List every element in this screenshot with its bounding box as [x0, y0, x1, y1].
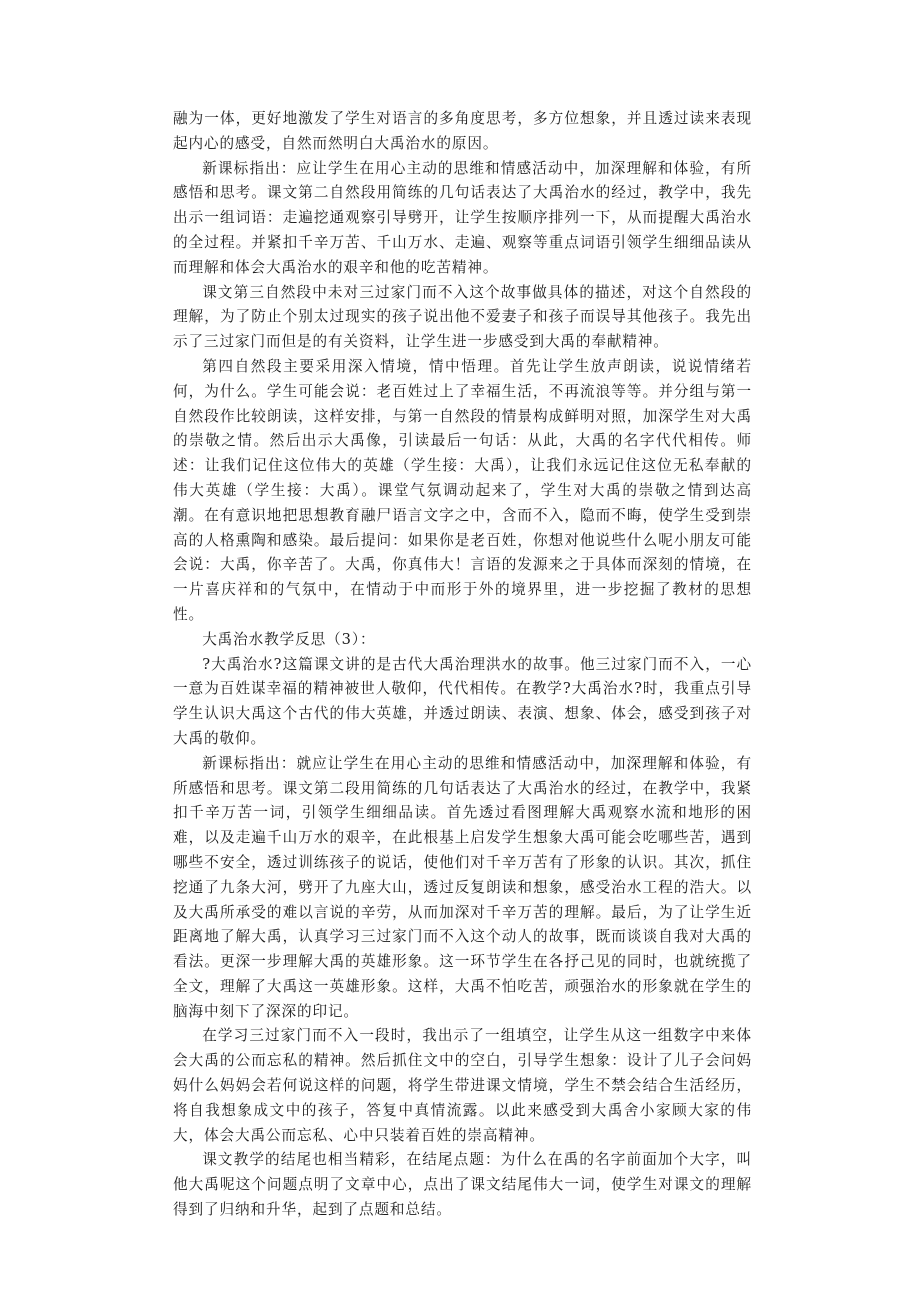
section-heading: 大禹治水教学反思（3）：: [202, 630, 376, 648]
paragraph: 第四自然段主要采用深入情境，情中悟理。首先让学生放声朗读，说说情绪若何，为什么。学生可能会说：老百姓过上了幸福生活，不再流浪等等。并分组与第一自然段作比较朗读，这样安排，与第一自然段的情景构成鲜明对照，加深学生对大禹的崇敬之情。然后出示大禹像，引读最后一句话：从此，大禹的名字代代相传。师述：让我们记住这位伟大的英雄（学生接：大禹），让我们永远记住这位无私奉献的伟大英雄（学生接：大禹）。课堂气氛调动起来了，学生对大禹的崇敬之情到达高潮。在有意识地把思想教育融尸语言文字之中，含而不入，隐而不晦，使学生受到崇高的人格熏陶和感染。最后提问：如果你是老百姓，你想对他说些什么呢小朋友可能会说：大禹，你辛苦了。大禹，你真伟大！言语的发源来之于具体而深刻的情境，在一片喜庆祥和的气氛中，在情动于中而形于外的境界里，进一步挖掘了教材的思想性。: [173, 357, 752, 623]
paragraph: 新课标指出：应让学生在用心主动的思维和情感活动中，加深理解和体验，有所感悟和思考。课文第二自然段用简练的几句话表达了大禹治水的经过，教学中，我先出示一组词语：走遍挖通观察引导劈开，让学生按顺序排列一下，从而提醒大禹治水的全过程。并紧扣千辛万苦、千山万水、走遍、观察等重点词语引领学生细细品读从而理解和体会大禹治水的艰辛和他的吃苦精神。: [173, 159, 752, 276]
paragraph: ?大禹治水?这篇课文讲的是古代大禹治理洪水的故事。他三过家门而不入，一心一意为百姓谋幸福的精神被世人敬仰，代代相传。在教学?大禹治水?时，我重点引导学生认识大禹这个古代的伟大英雄，并透过朗读、表演、想象、体会，感受到孩子对大禹的敬仰。: [173, 655, 752, 747]
paragraph: 课文教学的结尾也相当精彩，在结尾点题：为什么在禹的名字前面加个大字，叫他大禹呢这个问题点明了文章中心，点出了课文结尾伟大一词，使学生对课文的理解得到了归纳和升华，起到了点题和总结。: [173, 1151, 752, 1219]
paragraph: 在学习三过家门而不入一段时，我出示了一组填空，让学生从这一组数字中来体会大禹的公而忘私的精神。然后抓住文中的空白，引导学生想象：设计了儿子会问妈妈什么妈妈会若何说这样的问题，将学生带进课文情境，学生不禁会结合生活经历，将自我想象成文中的孩子，答复中真情流露。以此来感受到大禹舍小家顾大家的伟大，体会大禹公而忘私、心中只装着百姓的崇高精神。: [173, 1027, 752, 1144]
paragraph: 课文第三自然段中未对三过家门而不入这个故事做具体的描述，对这个自然段的理解，为了防止个别太过现实的孩子说出他不爱妻子和孩子而误导其他孩子。我先出示了三过家门而但是的有关资料，让学生进一步感受到大禹的奉献精神。: [173, 283, 752, 351]
paragraph-continuation: 融为一体，更好地激发了学生对语言的多角度思考，多方位想象，并且透过读来表现起内心的感受，自然而然明白大禹治水的原因。: [173, 110, 752, 152]
paragraph: 新课标指出：就应让学生在用心主动的思维和情感活动中，加深理解和体验，有所感悟和思考。课文第二段用简练的几句话表达了大禹治水的经过，在教学中，我紧扣千辛万苦一词，引领学生细细品读。首先透过看图理解大禹观察水流和地形的困难，以及走遍千山万水的艰辛，在此根基上启发学生想象大禹可能会吃哪些苦，遇到哪些不安全，透过训练孩子的说话，使他们对千辛万苦有了形象的认识。其次，抓住挖通了九条大河，劈开了九座大山，透过反复朗读和想象，感受治水工程的浩大。以及大禹所承受的难以言说的辛劳，从而加深对千辛万苦的理解。最后，为了让学生近距离地了解大禹，认真学习三过家门而不入这个动人的故事，既而谈谈自我对大禹的看法。更深一步理解大禹的英雄形象。这一环节学生在各抒己见的同时，也就统揽了全文，理解了大禹这一英雄形象。这样，大禹不怕吃苦，顽强治水的形象就在学生的脑海中刻下了深深的印记。: [173, 754, 752, 1020]
document-body: [173, 107, 752, 1223]
